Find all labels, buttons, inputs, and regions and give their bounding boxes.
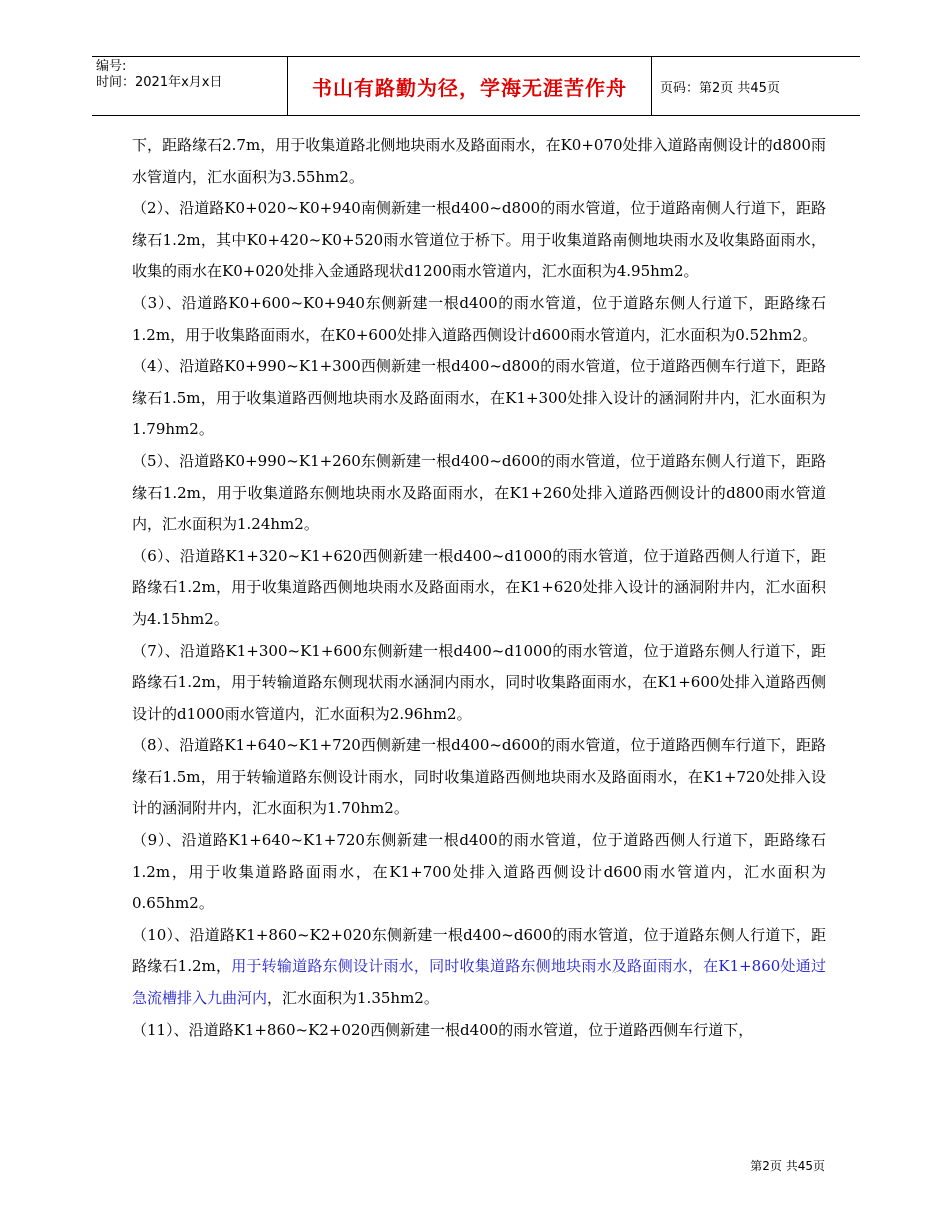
paragraph-7: （7）、沿道路K1+300~K1+600东侧新建一根d400~d1000的雨水管道，位于道路东侧人行道下，距路缘石1.2m，用于转输道路东侧现状雨水涵洞内雨水，同时收集路面雨水，在K1+600处排入道路西侧设计的d1000雨水管道内，汇水面积为2.96hm2。 <box>132 641 826 723</box>
header-info <box>92 57 287 115</box>
paragraph-4: （4）、沿道路K0+990~K1+300西侧新建一根d400~d800的雨水管道，位于道路西侧车行道下，距路缘石1.5m，用于收集道路西侧地块雨水及路面雨水，在K1+300处排入设计的涵洞附井内，汇水面积为1.79hm2。 <box>132 357 826 439</box>
serial-label: 编号: <box>96 59 127 74</box>
time-label: 时间：2021年x月x日 <box>96 75 223 90</box>
paragraph-3: （3）、沿道路K0+600~K0+940东侧新建一根d400的雨水管道，位于道路东侧人行道下，距路缘石1.2m，用于收集路面雨水，在K0+600处排入道路西侧设计d600雨水管道内，汇水面积为0.52hm2。 <box>132 293 826 344</box>
paragraph-5: （5）、沿道路K0+990~K1+260东侧新建一根d400~d600的雨水管道，位于道路东侧人行道下，距路缘石1.2m，用于收集道路东侧地块雨水及路面雨水，在K1+260处排入道路西侧设计的d800雨水管道内，汇水面积为1.24hm2。 <box>132 451 826 534</box>
paragraph-9: （9）、沿道路K1+640~K1+720东侧新建一根d400的雨水管道，位于道路西侧人行道下，距路缘石1.2m，用于收集道路路面雨水，在K1+700处排入道路西侧设计d600雨水管道内，汇水面积为0.65hm2。 <box>132 831 826 913</box>
paragraph-10-end: ，汇水面积为1.35hm2。 <box>267 989 439 1008</box>
paragraph-1: 下，距路缘石2.7m，用于收集道路北侧地块雨水及路面雨水，在K0+070处排入道路南侧设计的d800雨水管道内，汇水面积为3.55hm2。 <box>132 136 826 186</box>
header-page-label: 页码：第2页 共45页 <box>660 80 780 96</box>
paragraph-10 <box>132 920 826 1015</box>
paragraph-11: （11）、沿道路K1+860~K2+020西侧新建一根d400的雨水管道，位于道路西侧车行道下， <box>132 1020 754 1039</box>
page-footer: 第2页 共45页 <box>750 1159 825 1173</box>
paragraph-10-highlight: 用于转输道路东侧设计雨水，同时收集道路东侧地块雨水及路面雨水，在K1+860处通过急流槽排入九曲河内 <box>132 957 826 1008</box>
paragraph-6: （6）、沿道路K1+320~K1+620西侧新建一根d400~d1000的雨水管道，位于道路西侧人行道下，距路缘石1.2m，用于收集道路西侧地块雨水及路面雨水，在K1+620处排入设计的涵洞附井内，汇水面积为4.15hm2。 <box>132 546 826 628</box>
paragraph-8: （8）、沿道路K1+640~K1+720西侧新建一根d400~d600的雨水管道，位于道路西侧车行道下，距路缘石1.5m，用于转输道路东侧设计雨水，同时收集道路西侧地块雨水及路面雨水，在K1+720处排入设计的涵洞附井内，汇水面积为1.70hm2。 <box>132 736 826 818</box>
header-motto: 书山有路勤为径，学海无涯苦作舟 <box>287 57 652 115</box>
page-header <box>92 56 860 116</box>
document-body <box>132 130 826 1046</box>
paragraph-2: （2）、沿道路K0+020~K0+940南侧新建一根d400~d800的雨水管道，位于道路南侧人行道下，距路缘石1.2m，其中K0+420~K0+520雨水管道位于桥下。用于收集道路南侧地块雨水及收集路面雨水，收集的雨水在K0+020处排入金通路现状d1200雨水管道内，汇水面积为4.95hm2。 <box>132 199 826 281</box>
paragraph-10-start: （10）、沿道路K1+860~K2+020东侧新建一根d400~d600的雨水管道，位于道路东侧人行道下，距路缘石1.2m， <box>132 925 826 976</box>
